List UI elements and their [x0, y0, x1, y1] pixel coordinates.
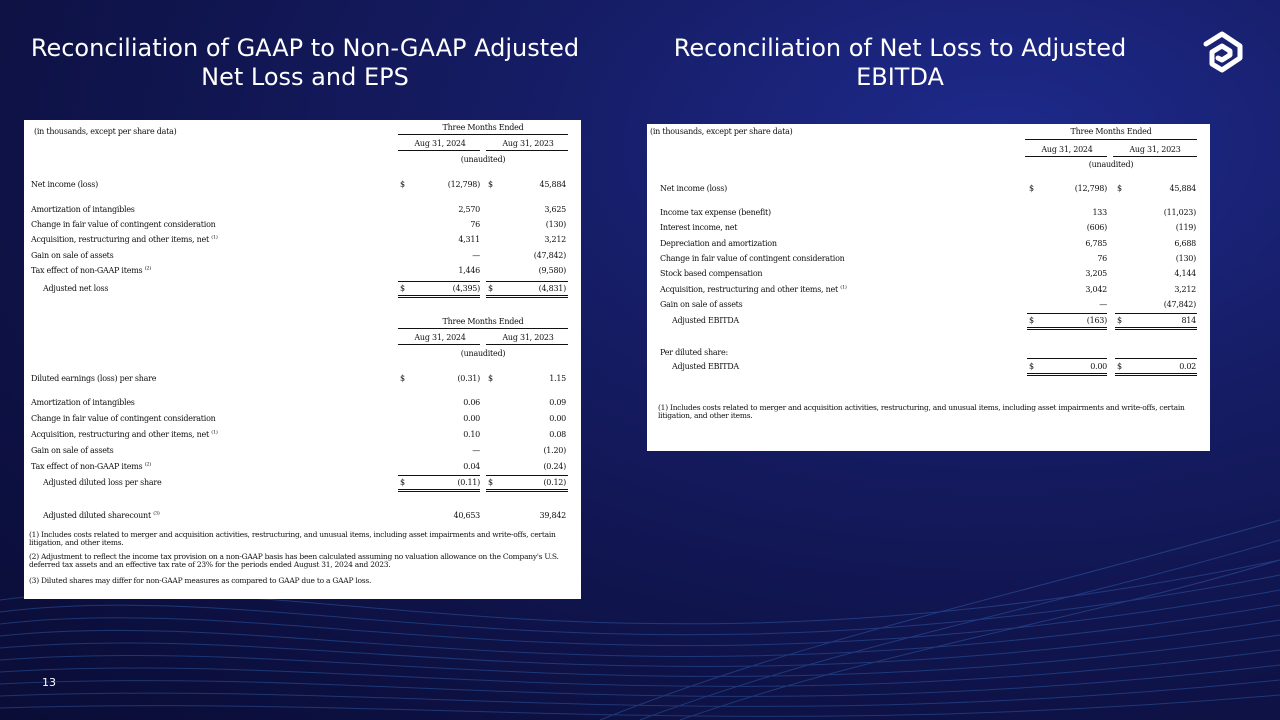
footnote: (3) Diluted shares may differ for non-GAAP measures as compared to GAAP due to a GAAP loss. [29, 576, 372, 585]
total-double-rule [1027, 373, 1107, 376]
row-value-2023: (1.20) [543, 446, 566, 455]
column-rule [1025, 156, 1107, 157]
row-label: Gain on sale of assets [660, 299, 743, 309]
row-value-2024: (12,798) [1074, 184, 1107, 193]
row-label: Adjusted diluted sharecount $^{(3)}$ [43, 510, 160, 520]
row-value-2023: (0.24) [543, 462, 566, 471]
subtotal-rule [486, 475, 568, 476]
row-value-2024: 6,785 [1085, 238, 1107, 248]
footnote: (1) Includes costs related to merger and acquisition activities, restructuring, and unusual items, including asset impairments and write-offs, certain litigation, and other items. [658, 403, 1185, 420]
row-value-2024: 3,205 [1085, 269, 1107, 279]
row-value-2024: 0.00 [463, 414, 480, 423]
unaudited-label: (unaudited) [1088, 160, 1134, 169]
total-double-rule [1115, 327, 1197, 330]
row-value-2023: (47,842) [1163, 299, 1196, 309]
period-header: Three Months Ended [1070, 127, 1152, 136]
row-value-2024: (163) [1086, 316, 1107, 325]
subtotal-rule [398, 281, 480, 282]
dollar-sign: $ [488, 284, 493, 293]
period-header: Three Months Ended [442, 317, 524, 326]
row-label: Acquisition, restructuring and other items, net $^{(1)}$ [31, 234, 218, 245]
dollar-sign: $ [400, 284, 405, 293]
row-value-2023: (130) [1175, 253, 1196, 263]
eps-reconciliation-table [24, 120, 581, 599]
row-label: Adjusted EBITDA [672, 362, 739, 371]
company-logo-icon [1196, 28, 1250, 76]
dollar-sign: $ [1117, 316, 1122, 325]
header-rule [398, 328, 568, 329]
period-header: Three Months Ended [442, 123, 524, 132]
total-double-rule [1027, 327, 1107, 330]
subtotal-rule [1027, 358, 1107, 359]
dollar-sign: $ [488, 478, 493, 487]
column-header-2023: Aug 31, 2023 [502, 139, 554, 148]
row-label: Tax effect of non-GAAP items $^{(2)}$ [31, 265, 152, 275]
row-label: Stock based compensation [660, 269, 763, 279]
row-value-2024: — [472, 446, 480, 455]
row-value-2024: 0.04 [463, 462, 480, 471]
row-value-2023: 45,884 [1169, 184, 1196, 193]
dollar-sign: $ [488, 180, 493, 189]
footnote: (2) Adjustment to reflect the income tax provision on a non-GAAP basis has been calculated assuming no valuation allowance on the Company's U.S. deferred tax assets and an effective tax rate of 23% for the periods ended August 31, 2024 and 2023. [29, 552, 559, 569]
dollar-sign: $ [1029, 316, 1034, 325]
row-value-2024: 2,570 [458, 205, 480, 214]
footnote: (1) Includes costs related to merger and acquisition activities, restructuring, and unusual items, including asset impairments and write-offs, certain litigation, and other items. [29, 530, 556, 547]
row-value-2024: 3,042 [1085, 284, 1107, 294]
row-value-2024: 40,653 [453, 511, 480, 520]
subtotal-rule [1027, 313, 1107, 314]
total-double-rule [486, 295, 568, 298]
row-value-2023: (4,831) [538, 284, 566, 293]
row-label: Acquisition, restructuring and other items, net $^{(1)}$ [31, 429, 218, 439]
row-value-2024: (0.11) [457, 478, 480, 487]
row-label: Net income (loss) [660, 184, 727, 193]
row-value-2023: (0.12) [543, 478, 566, 487]
column-rule [1113, 156, 1197, 157]
row-label: Change in fair value of contingent consideration [31, 220, 216, 230]
ebitda-reconciliation-table [647, 124, 1210, 451]
subtotal-rule [1115, 358, 1197, 359]
column-header-2024: Aug 31, 2024 [414, 139, 466, 148]
row-value-2024: 133 [1092, 208, 1107, 217]
row-value-2023: 3,212 [544, 235, 566, 245]
unaudited-label: (unaudited) [460, 349, 506, 358]
row-label: Adjusted net loss [43, 284, 109, 293]
column-rule [486, 150, 568, 151]
row-label: Income tax expense (benefit) [660, 208, 771, 217]
dollar-sign: $ [1029, 184, 1034, 193]
row-label: Amortization of intangibles [31, 398, 135, 407]
page-number: 13 [42, 676, 56, 689]
slide-title-right: Reconciliation of Net Loss to Adjusted EBITDA [673, 34, 1127, 91]
column-rule [398, 150, 480, 151]
row-value-2023: 0.08 [549, 430, 566, 439]
row-value-2023: 814 [1181, 316, 1196, 325]
dollar-sign: $ [488, 374, 493, 383]
row-value-2023: (130) [545, 220, 566, 230]
row-value-2024: (12,798) [447, 180, 480, 189]
row-value-2023: (47,842) [533, 250, 566, 260]
row-value-2023: 3,212 [1174, 284, 1196, 294]
row-value-2024: 76 [1097, 253, 1107, 263]
column-rule [486, 344, 568, 345]
total-double-rule [486, 489, 568, 492]
row-value-2023: 45,884 [539, 180, 566, 189]
row-value-2023: 0.02 [1179, 362, 1196, 371]
total-double-rule [398, 295, 480, 298]
dollar-sign: $ [400, 374, 405, 383]
row-label: Gain on sale of assets [31, 446, 114, 455]
units-note: (in thousands, except per share data) [650, 127, 793, 136]
dollar-sign: $ [400, 478, 405, 487]
subtotal-rule [1115, 313, 1197, 314]
row-value-2023: 3,625 [544, 205, 566, 214]
column-header-2023: Aug 31, 2023 [502, 333, 554, 342]
row-label: Tax effect of non-GAAP items $^{(2)}$ [31, 461, 152, 471]
units-note: (in thousands, except per share data) [34, 127, 177, 136]
row-label: Interest income, net [660, 223, 738, 233]
row-value-2023: 4,144 [1174, 269, 1196, 279]
row-value-2023: 0.00 [549, 414, 566, 423]
dollar-sign: $ [1029, 362, 1034, 371]
row-value-2023: 0.09 [549, 398, 566, 407]
row-label: Change in fair value of contingent consideration [31, 414, 216, 423]
column-header-2023: Aug 31, 2023 [1129, 145, 1181, 154]
subtotal-rule [398, 475, 480, 476]
row-value-2024: 0.00 [1090, 362, 1107, 371]
row-value-2023: 1.15 [549, 374, 566, 383]
row-label: Adjusted diluted loss per share [43, 478, 162, 487]
row-label: Amortization of intangibles [31, 205, 135, 214]
row-value-2024: 0.06 [463, 398, 480, 407]
row-label: Net income (loss) [31, 180, 98, 189]
row-value-2024: 1,446 [458, 265, 480, 275]
row-value-2023: 39,842 [539, 511, 566, 520]
subtotal-rule [486, 281, 568, 282]
row-value-2024: — [472, 250, 480, 260]
row-value-2024: (4,395) [452, 284, 480, 293]
row-value-2023: (11,023) [1163, 208, 1196, 217]
slide-title-left: Reconciliation of GAAP to Non-GAAP Adjusted Net Loss and EPS [30, 34, 580, 91]
row-value-2023: 6,688 [1174, 238, 1196, 248]
column-header-2024: Aug 31, 2024 [414, 333, 466, 342]
row-value-2024: 76 [470, 220, 480, 230]
row-label: Diluted earnings (loss) per share [31, 374, 157, 383]
row-label: Depreciation and amortization [660, 238, 777, 248]
row-value-2024: 4,311 [458, 235, 480, 245]
total-double-rule [398, 489, 480, 492]
row-value-2023: (9,580) [538, 265, 566, 275]
row-value-2024: 0.10 [463, 430, 480, 439]
dollar-sign: $ [400, 180, 405, 189]
row-value-2024: (0.31) [457, 374, 480, 383]
row-value-2024: (606) [1086, 223, 1107, 233]
column-rule [398, 344, 480, 345]
header-rule [1025, 139, 1197, 140]
row-label: Gain on sale of assets [31, 250, 114, 260]
dollar-sign: $ [1117, 362, 1122, 371]
row-value-2024: — [1099, 299, 1107, 309]
unaudited-label: (unaudited) [460, 155, 506, 164]
dollar-sign: $ [1117, 184, 1122, 193]
header-rule [398, 134, 568, 135]
row-value-2023: (119) [1175, 223, 1196, 233]
row-label: Acquisition, restructuring and other items, net $^{(1)}$ [660, 283, 847, 294]
column-header-2024: Aug 31, 2024 [1041, 145, 1093, 154]
row-label: Adjusted EBITDA [672, 316, 739, 325]
row-label: Change in fair value of contingent consideration [660, 253, 845, 263]
total-double-rule [1115, 373, 1197, 376]
per-share-label: Per diluted share: [660, 348, 728, 357]
